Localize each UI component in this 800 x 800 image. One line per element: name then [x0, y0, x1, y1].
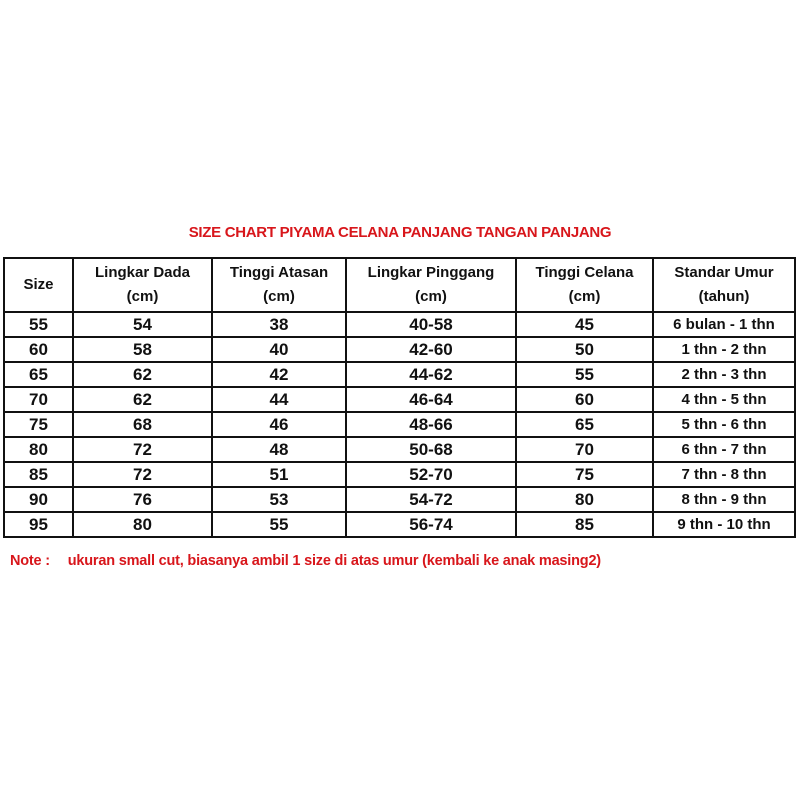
header-label: Size: [23, 276, 54, 293]
header-standar-umur: [653, 258, 795, 312]
cell-lingkar-pinggang: 52-70: [346, 462, 516, 487]
table-row: [4, 462, 795, 487]
cell-standar-umur: 9 thn - 10 thn: [653, 512, 795, 537]
header-label: Tinggi Atasan: [229, 264, 329, 281]
cell-lingkar-pinggang: 46-64: [346, 387, 516, 412]
cell-lingkar-dada: 72: [73, 437, 212, 462]
cell-size: 70: [4, 387, 73, 412]
size-note: [10, 553, 601, 569]
cell-tinggi-atasan: 51: [212, 462, 346, 487]
header-size: [4, 258, 73, 312]
header-tinggi-celana: [516, 258, 653, 312]
cell-lingkar-pinggang: 40-58: [346, 312, 516, 337]
table-row: [4, 362, 795, 387]
cell-lingkar-pinggang: 54-72: [346, 487, 516, 512]
note-text: ukuran small cut, biasanya ambil 1 size di atas umur (kembali ke anak masing2): [67, 553, 601, 569]
cell-standar-umur: 4 thn - 5 thn: [653, 387, 795, 412]
table-header-row: [4, 258, 795, 312]
cell-lingkar-dada: 54: [73, 312, 212, 337]
cell-standar-umur: 6 thn - 7 thn: [653, 437, 795, 462]
cell-size: 85: [4, 462, 73, 487]
cell-size: 65: [4, 362, 73, 387]
cell-tinggi-celana: 80: [516, 487, 653, 512]
cell-tinggi-atasan: 55: [212, 512, 346, 537]
header-unit: (cm): [263, 288, 295, 305]
cell-lingkar-pinggang: 42-60: [346, 337, 516, 362]
cell-standar-umur: 8 thn - 9 thn: [653, 487, 795, 512]
cell-lingkar-dada: 72: [73, 462, 212, 487]
cell-lingkar-pinggang: 44-62: [346, 362, 516, 387]
cell-tinggi-atasan: 44: [212, 387, 346, 412]
cell-lingkar-dada: 68: [73, 412, 212, 437]
cell-size: 90: [4, 487, 73, 512]
cell-lingkar-dada: 80: [73, 512, 212, 537]
cell-tinggi-atasan: 48: [212, 437, 346, 462]
header-lingkar-pinggang: [346, 258, 516, 312]
header-tinggi-atasan: [212, 258, 346, 312]
cell-lingkar-dada: 76: [73, 487, 212, 512]
cell-tinggi-celana: 45: [516, 312, 653, 337]
cell-standar-umur: 2 thn - 3 thn: [653, 362, 795, 387]
header-lingkar-dada: [73, 258, 212, 312]
note-label: Note :: [10, 553, 50, 569]
cell-lingkar-dada: 62: [73, 387, 212, 412]
table-row: [4, 312, 795, 337]
cell-tinggi-celana: 55: [516, 362, 653, 387]
cell-tinggi-celana: 85: [516, 512, 653, 537]
cell-standar-umur: 6 bulan - 1 thn: [653, 312, 795, 337]
cell-standar-umur: 5 thn - 6 thn: [653, 412, 795, 437]
chart-title: SIZE CHART PIYAMA CELANA PANJANG TANGAN PANJANG: [188, 224, 612, 241]
cell-size: 95: [4, 512, 73, 537]
header-unit: (tahun): [698, 288, 750, 305]
table-row: [4, 437, 795, 462]
table-row: [4, 487, 795, 512]
cell-size: 75: [4, 412, 73, 437]
cell-tinggi-atasan: 38: [212, 312, 346, 337]
header-label: Tinggi Celana: [535, 264, 634, 281]
cell-lingkar-dada: 62: [73, 362, 212, 387]
table-row: [4, 512, 795, 537]
cell-lingkar-pinggang: 50-68: [346, 437, 516, 462]
cell-tinggi-celana: 75: [516, 462, 653, 487]
header-unit: (cm): [126, 288, 159, 305]
cell-tinggi-atasan: 53: [212, 487, 346, 512]
header-label: Standar Umur: [674, 264, 774, 281]
cell-tinggi-celana: 60: [516, 387, 653, 412]
cell-tinggi-celana: 50: [516, 337, 653, 362]
cell-lingkar-pinggang: 48-66: [346, 412, 516, 437]
table-row: [4, 337, 795, 362]
cell-tinggi-atasan: 42: [212, 362, 346, 387]
header-unit: (cm): [568, 288, 601, 305]
cell-size: 55: [4, 312, 73, 337]
header-unit: (cm): [415, 288, 447, 305]
cell-standar-umur: 7 thn - 8 thn: [653, 462, 795, 487]
cell-standar-umur: 1 thn - 2 thn: [653, 337, 795, 362]
cell-tinggi-celana: 65: [516, 412, 653, 437]
cell-tinggi-atasan: 40: [212, 337, 346, 362]
table-row: [4, 412, 795, 437]
cell-tinggi-atasan: 46: [212, 412, 346, 437]
cell-lingkar-pinggang: 56-74: [346, 512, 516, 537]
size-chart-table: [3, 257, 796, 538]
cell-lingkar-dada: 58: [73, 337, 212, 362]
header-label: Lingkar Dada: [94, 264, 191, 281]
cell-tinggi-celana: 70: [516, 437, 653, 462]
header-label: Lingkar Pinggang: [367, 264, 495, 281]
cell-size: 60: [4, 337, 73, 362]
table-row: [4, 387, 795, 412]
cell-size: 80: [4, 437, 73, 462]
